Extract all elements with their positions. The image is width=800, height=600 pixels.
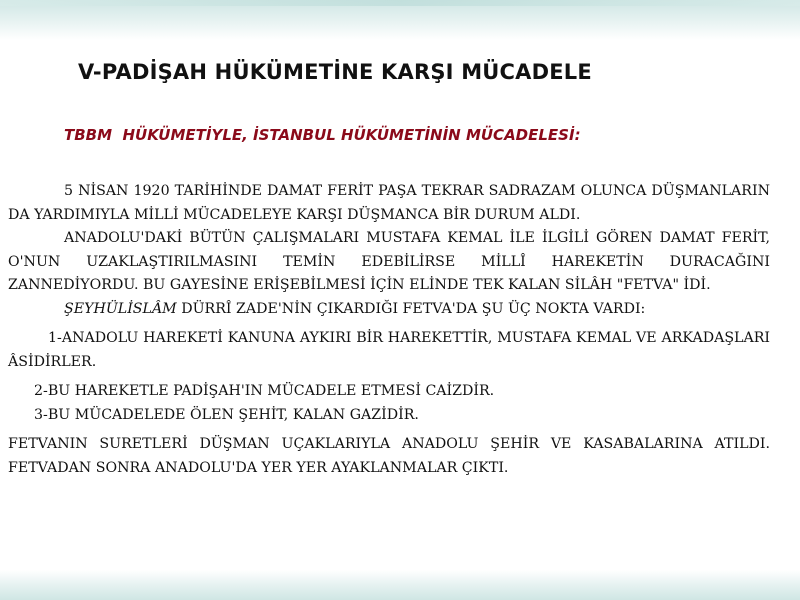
slide-body — [8, 180, 770, 480]
fetva-item-3: 3-BU MÜCADELEDE ÖLEN ŞEHİT, KALAN GAZİDİR. — [34, 406, 419, 423]
seyhulislam-label: ŞEYHÜLİSLÂM — [64, 300, 177, 317]
paragraph-fetva-sonuc: FETVANIN SURETLERİ DÜŞMAN UÇAKLARIYLA ANADOLU ŞEHİR VE KASABALARINA ATILDI. FETVADAN SONRA ANADOLU'DA YER YER AYAKLANMALAR ÇIKTI. — [8, 436, 770, 476]
slide-title: V-PADİŞAH HÜKÜMETİNE KARŞI MÜCADELE — [78, 60, 592, 84]
bottom-decorative-band — [0, 570, 800, 600]
fetva-item-2: 2-BU HAREKETLE PADİŞAH'IN MÜCADELE ETMESİ CAİZDİR. — [34, 383, 495, 399]
paragraph-ferit-sadrazam: 5 NİSAN 1920 TARİHİNDE DAMAT FERİT PAŞA TEKRAR SADRAZAM OLUNCA DÜŞMANLARIN DA YARDIMIYLA MİLLİ MÜCADELEYE KARŞI DÜŞMANCA BİR DURUM ALDI. — [8, 183, 770, 223]
paragraph-fetva-intro — [8, 298, 770, 322]
top-decorative-band — [0, 0, 800, 40]
top-stripe — [0, 0, 800, 6]
fetva-intro-text: DÜRRÎ ZADE'NİN ÇIKARDIĞI FETVA'DA ŞU ÜÇ NOKTA VARDI: — [176, 300, 646, 317]
fetva-item-1: 1-ANADOLU HAREKETİ KANUNA AYKIRI BİR HAREKETTİR, MUSTAFA KEMAL VE ARKADAŞLARI ÂSİDİRLER. — [8, 330, 770, 370]
slide-subtitle: TBBM HÜKÜMETİYLE, İSTANBUL HÜKÜMETİNİN MÜCADELESİ: — [64, 126, 581, 144]
paragraph-fetva-silah: ANADOLU'DAKİ BÜTÜN ÇALIŞMALARI MUSTAFA KEMAL İLE İLGİLİ GÖREN DAMAT FERİT, O'NUN UZAKLAŞTIRILMASINI TEMİN EDEBİLİRSE MİLLÎ HAREKETİN DURACAĞINI ZANNEDİYORDU. BU GAYESİNE ERİŞEBİLMESİ İÇİN ELİNDE TEK KALAN SİLÂH "FETVA" İDİ. — [8, 230, 770, 293]
